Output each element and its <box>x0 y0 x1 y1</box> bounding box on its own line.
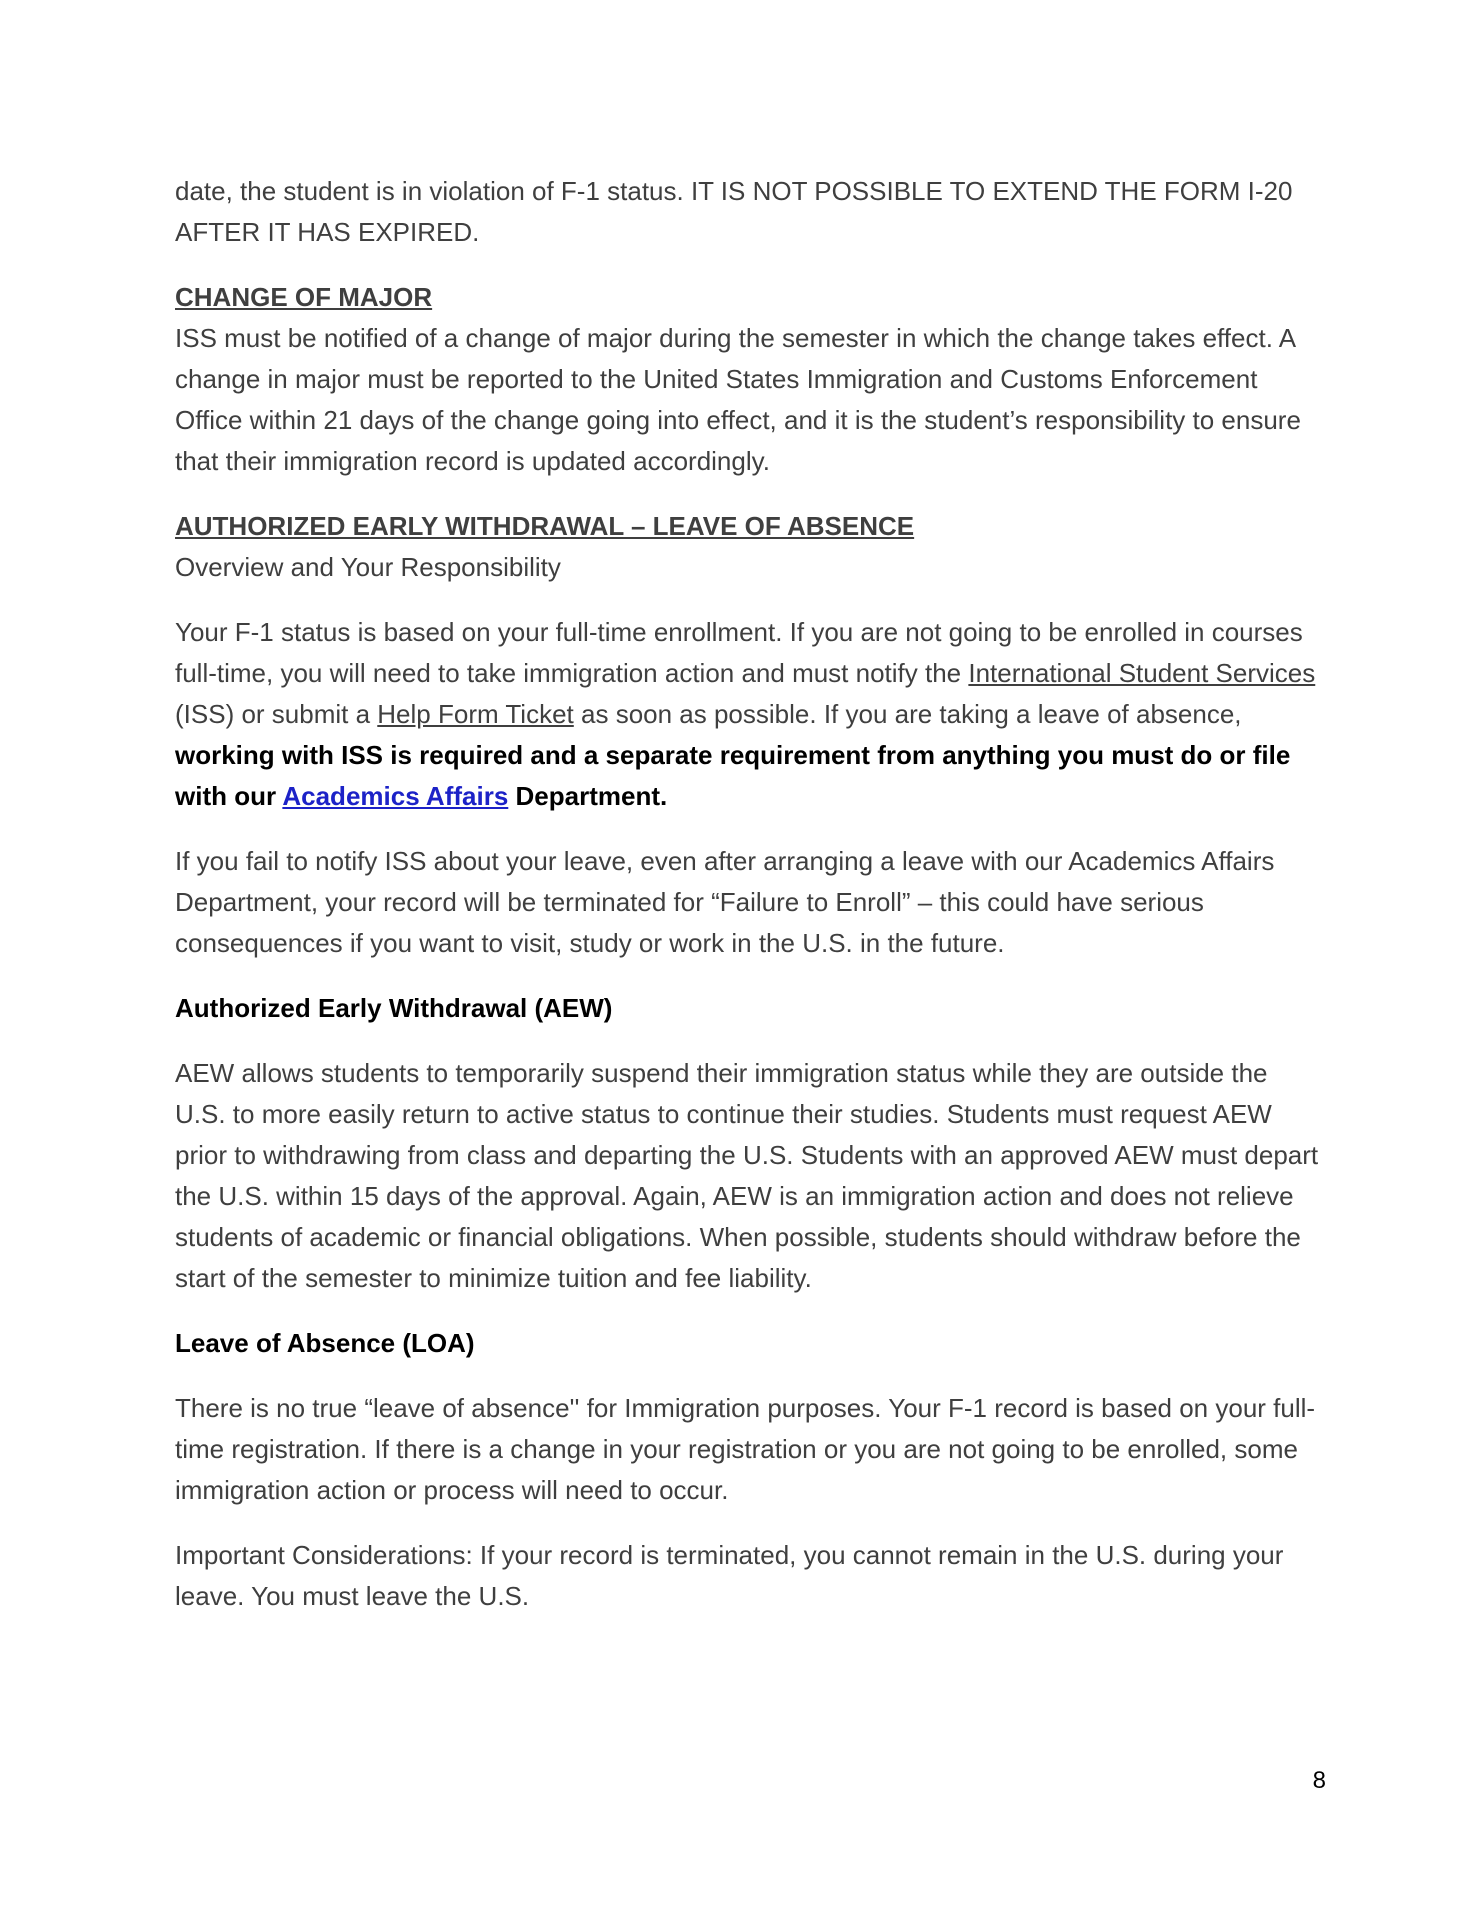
withdrawal-heading: AUTHORIZED EARLY WITHDRAWAL – LEAVE OF ABSENCE <box>175 511 915 541</box>
notify-iss-paragraph: If you fail to notify ISS about your leave, even after arranging a leave with our Academics Affairs Department, your record will be terminated for “Failure to Enroll” – this could have serious consequences if you want to visit, study or work in the U.S. in the future. <box>175 846 1275 958</box>
change-of-major-section <box>175 277 1320 482</box>
withdrawal-subheading: Overview and Your Responsibility <box>175 552 561 582</box>
important-considerations: Important Considerations: If your record is terminated, you cannot remain in the U.S. during your leave. You must leave the U.S. <box>175 1540 1284 1611</box>
page-content <box>175 171 1320 1641</box>
page-number: 8 <box>1312 1767 1326 1794</box>
withdrawal-heading-block <box>175 506 1320 588</box>
change-of-major-heading: CHANGE OF MAJOR <box>175 282 433 312</box>
loa-heading: Leave of Absence (LOA) <box>175 1328 475 1358</box>
change-of-major-body: ISS must be notified of a change of major during the semester in which the change takes effect. A change in major must be reported to the United States Immigration and Customs Enforcement Office within 21 days of the change going into effect, and it is the student’s responsibility to ensure that their immigration record is updated accordingly. <box>175 323 1301 476</box>
enrollment-text-3: as soon as possible. If you are taking a leave of absence, <box>573 699 1242 729</box>
international-student-services-link[interactable]: International Student Services <box>968 658 1316 688</box>
academics-affairs-link[interactable]: Academics Affairs <box>282 781 509 811</box>
help-form-ticket-link[interactable]: Help Form Ticket <box>377 699 574 729</box>
enrollment-text-1: Your F-1 status is based on your full-time enrollment. If you are not going to be enrolled in courses full-time, you will need to take immigration action and must notify the <box>175 617 1303 688</box>
aew-heading: Authorized Early Withdrawal (AEW) <box>175 993 613 1023</box>
intro-paragraph: date, the student is in violation of F-1 status. IT IS NOT POSSIBLE TO EXTEND THE FORM I-20 AFTER IT HAS EXPIRED. <box>175 176 1293 247</box>
aew-body: AEW allows students to temporarily suspend their immigration status while they are outside the U.S. to more easily return to active status to continue their studies. Students must request AEW prior to withdrawing from class and departing the U.S. Students with an approved AEW must depart the U.S. within 15 days of the approval. Again, AEW is an immigration action and does not relieve students of academic or financial obligations. When possible, students should withdraw before the start of the semester to minimize tuition and fee liability. <box>175 1058 1319 1293</box>
enrollment-paragraph <box>175 612 1320 817</box>
loa-body: There is no true “leave of absence'' for Immigration purposes. Your F-1 record is based on your full-time registration. If there is a change in your registration or you are not going to be enrolled, some immigration action or process will need to occur. <box>175 1393 1316 1505</box>
department-bold-text: Department. <box>508 781 668 811</box>
enrollment-text-2: (ISS) or submit a <box>175 699 378 729</box>
requirement-bold-text: working with ISS is required and a separate requirement from anything you must do or file with our <box>175 740 1291 811</box>
